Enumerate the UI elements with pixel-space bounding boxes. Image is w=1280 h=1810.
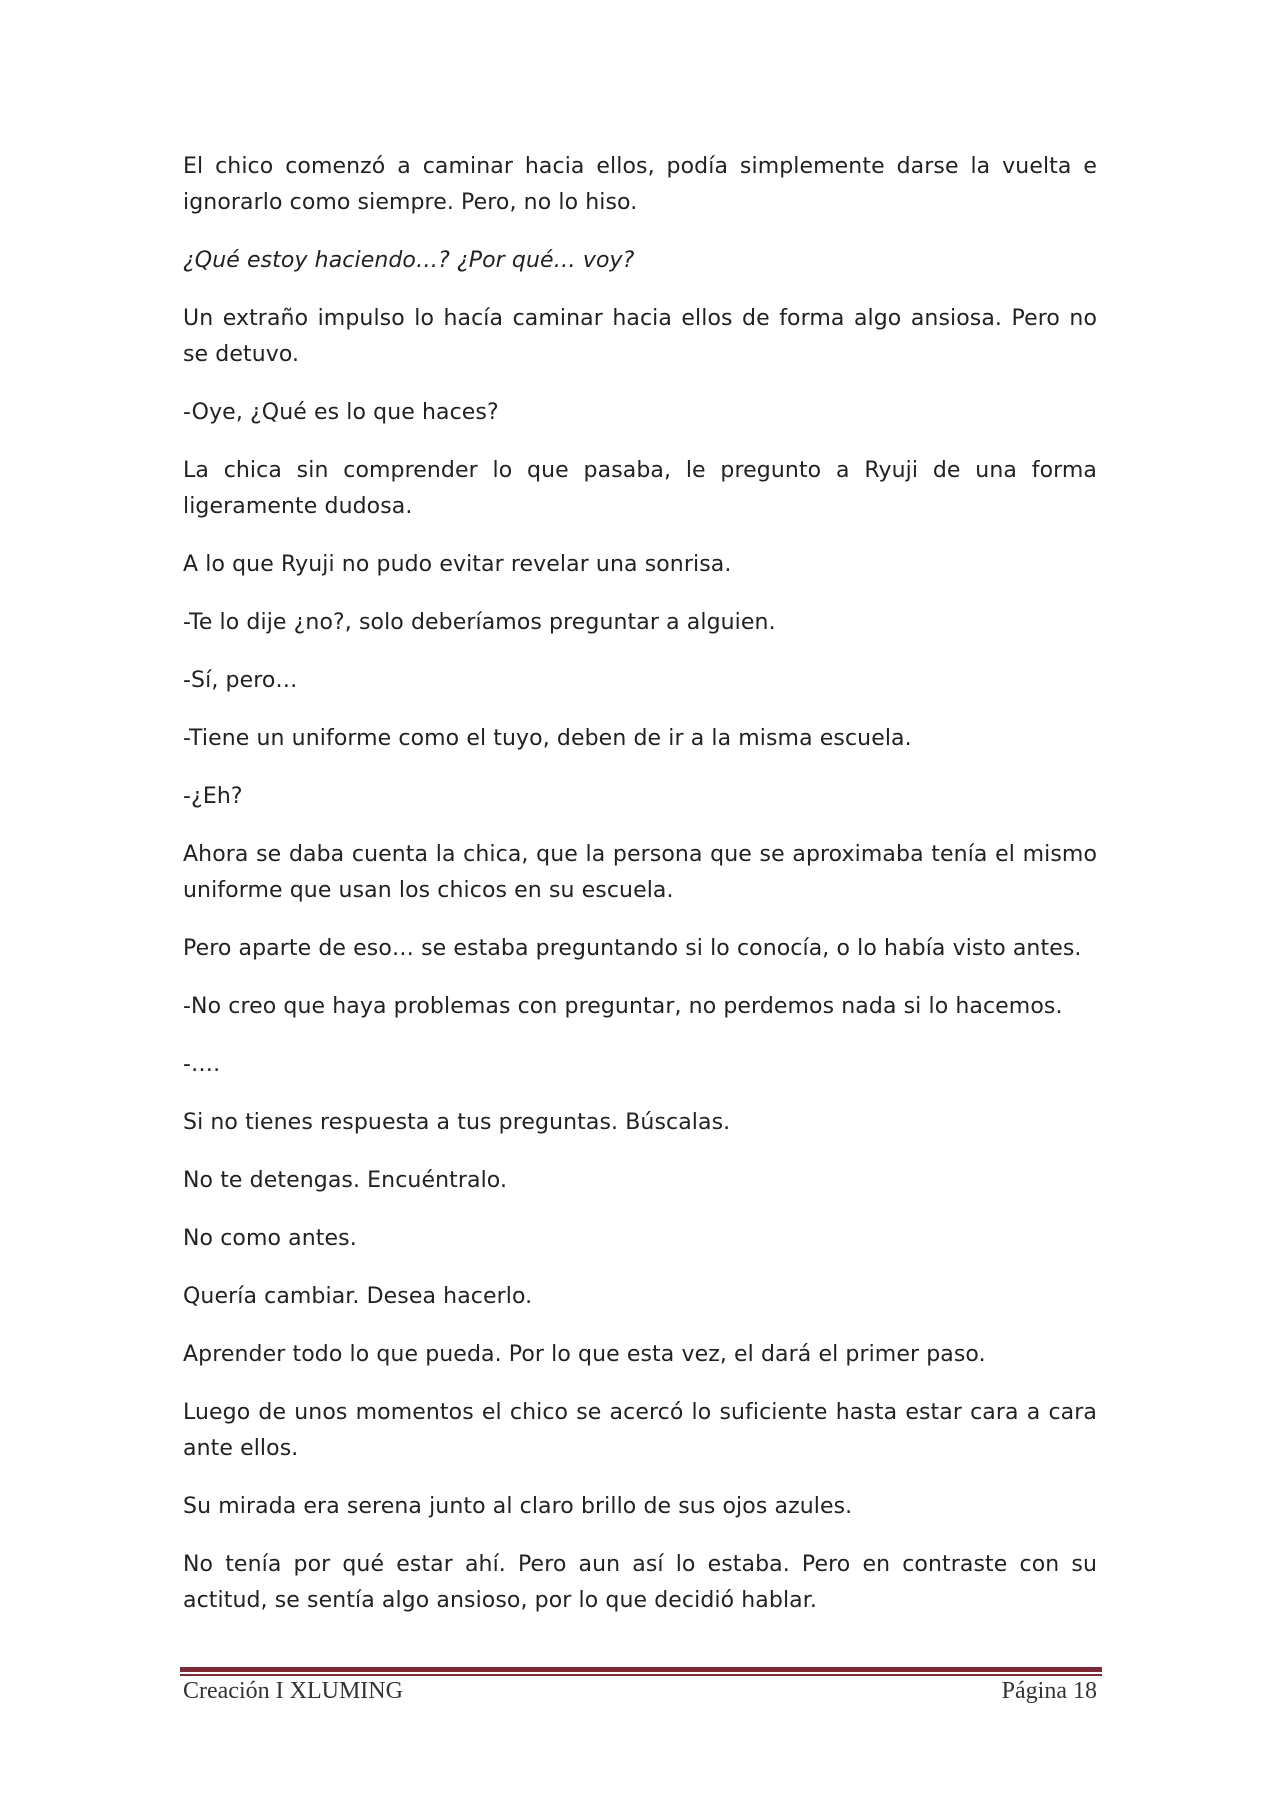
- paragraph: Quería cambiar. Desea hacerlo.: [183, 1284, 533, 1309]
- paragraph: Su mirada era serena junto al claro brillo de sus ojos azules.: [183, 1494, 853, 1519]
- paragraph: ¿Qué estoy haciendo…? ¿Por qué… voy?: [183, 248, 635, 273]
- paragraph: Un extraño impulso lo hacía caminar hacia ellos de forma algo ansiosa. Pero no se detuvo.: [183, 306, 1097, 367]
- paragraph: El chico comenzó a caminar hacia ellos, podía simplemente darse la vuelta e ignorarlo como siempre. Pero, no lo hiso.: [183, 154, 1097, 215]
- body-text: [183, 149, 1097, 1641]
- paragraph: Ahora se daba cuenta la chica, que la persona que se aproximaba tenía el mismo uniforme que usan los chicos en su escuela.: [183, 842, 1097, 903]
- paragraph: No como antes.: [183, 1226, 357, 1251]
- paragraph: -Tiene un uniforme como el tuyo, deben de ir a la misma escuela.: [183, 726, 912, 751]
- paragraph: Aprender todo lo que pueda. Por lo que esta vez, el dará el primer paso.: [183, 1342, 986, 1367]
- paragraph: -No creo que haya problemas con preguntar, no perdemos nada si lo hacemos.: [183, 994, 1063, 1019]
- paragraph: A lo que Ryuji no pudo evitar revelar una sonrisa.: [183, 552, 732, 577]
- page-number: Página 18: [1001, 1678, 1097, 1704]
- paragraph: No tenía por qué estar ahí. Pero aun así lo estaba. Pero en contraste con su actitud, se sentía algo ansioso, por lo que decidió hablar.: [183, 1552, 1097, 1613]
- paragraph: -Te lo dije ¿no?, solo deberíamos preguntar a alguien.: [183, 610, 776, 635]
- paragraph: Luego de unos momentos el chico se acercó lo suficiente hasta estar cara a cara ante ellos.: [183, 1400, 1097, 1461]
- paragraph: Si no tienes respuesta a tus preguntas. Búscalas.: [183, 1110, 731, 1135]
- footer-divider-thick: [180, 1667, 1102, 1672]
- paragraph: -¿Eh?: [183, 784, 243, 809]
- paragraph: Pero aparte de eso… se estaba preguntando si lo conocía, o lo había visto antes.: [183, 936, 1082, 961]
- page-footer: [183, 1678, 1097, 1705]
- paragraph: No te detengas. Encuéntralo.: [183, 1168, 508, 1193]
- footer-divider: [180, 1667, 1102, 1676]
- footer-divider-thin: [180, 1674, 1102, 1676]
- footer-author: Creación I XLUMING: [183, 1678, 403, 1704]
- paragraph: -….: [183, 1052, 221, 1077]
- paragraph: -Oye, ¿Qué es lo que haces?: [183, 400, 499, 425]
- paragraph: -Sí, pero…: [183, 668, 298, 693]
- paragraph: La chica sin comprender lo que pasaba, le pregunto a Ryuji de una forma ligeramente dudosa.: [183, 458, 1097, 519]
